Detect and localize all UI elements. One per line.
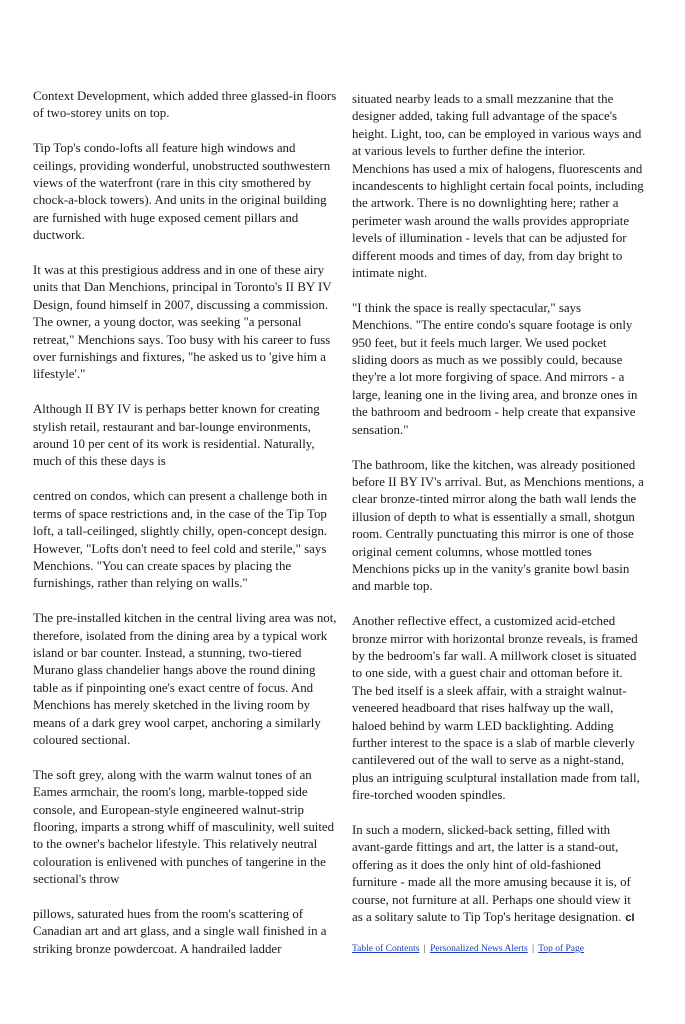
personalized-news-alerts-link[interactable]: Personalized News Alerts: [430, 943, 528, 954]
paragraph: Tip Top's condo-lofts all feature high windows and ceilings, providing wonderful, unobstructed southwestern views of the waterfront (rare in this city smothered by chock-a-block towers). And units in the original building are furnished with huge exposed cement pillars and ductwork.: [33, 141, 331, 243]
separator: |: [532, 943, 534, 954]
paragraph: It was at this prestigious address and in one of these airy units that Dan Menchions, principal in Toronto's II BY IV Design, found himself in 2007, discussing a commission. The owner, a young doctor, was seeking "a personal retreat," Menchions says. Too busy with his career to fuss over furnishings and fixtures, "he asked us to 'give him a lifestyle'.": [33, 263, 332, 382]
paragraph: pillows, saturated hues from the room's scattering of Canadian art and art glass, and a single wall finished in a striking bronze powdercoat. A handrailed ladder: [33, 906, 327, 956]
paragraph: The soft grey, along with the warm walnut tones of an Eames armchair, the room's long, marble-topped side console, and European-style engineered walnut-strip flooring, imparts a strong whiff of masculinity, well suited to the owner's bachelor lifestyle. This relatively neutral colouration is enlivened with punches of tangerine in the sectional's throw: [33, 767, 335, 887]
paragraph-text: In such a modern, slicked-back setting, filled with avant-garde fittings and art, the latter is a stand-out, offering as it does the only hint of old-fashioned furniture - made all the more amusing because it is, of course, not furniture at all. Perhaps one should view it as a solitary salute to Tip Top's heritage designation.: [352, 823, 631, 925]
paragraph-final: [352, 822, 644, 927]
paragraph: The bathroom, like the kitchen, was already positioned before II BY IV's arrival. But, as Menchions mentions, a clear bronze-tinted mirror along the bath wall lends the illusion of depth to what is essentially a small, shotgun room. Centrally punctuating this mirror is one of those original cement columns, whose mottled tones Menchions picks up in the vanity's granite bowl basin and marble top.: [352, 457, 644, 594]
end-mark: cI: [625, 912, 635, 925]
paragraph: Context Development, which added three glassed-in floors of two-storey units on top.: [33, 89, 337, 121]
paragraph: "I think the space is really spectacular," says Menchions. "The entire condo's square footage is only 950 feet, but it feels much larger. We used pocket sliding doors as much as we possibly could, because they're a lot more forgiving of space. And mirrors - a large, leaning one in the living area, and bronze ones in the bathroom and bedroom - help create that expansive sensation.": [352, 300, 638, 437]
paragraph: Although II BY IV is perhaps better known for creating stylish retail, restaurant and bar-lounge environments, around 10 per cent of its work is residential. Naturally, much of this these days is: [33, 402, 320, 469]
article-left-column: [33, 88, 338, 976]
table-of-contents-link[interactable]: Table of Contents: [352, 943, 420, 954]
paragraph: centred on condos, which can present a challenge both in terms of space restrictions and, in the case of the Tip Top loft, a tall-ceilinged, slightly chilly, open-concept design. However, "Lofts don't need to feel cold and sterile," says Menchions. "You can create spaces by placing the furnishings, rather than relying on walls.": [33, 489, 328, 591]
separator: |: [423, 943, 426, 954]
article-right-column: [352, 91, 644, 955]
paragraph: situated nearby leads to a small mezzanine that the designer added, taking full advantage of the space's height. Light, too, can be employed in various ways and at various levels to further define the interior. Menchions has used a mix of halogens, fluorescents and incandescents to highlight certain focal points, including the artwork. There is no downlighting here; rather a perimeter wash around the walls provides appropriate levels of illumination - levels that can be adjusted for different moods and times of day, from day bright to intimate night.: [352, 92, 644, 281]
paragraph: Another reflective effect, a customized acid-etched bronze mirror with horizontal bronze reveals, is framed by the bedroom's far wall. A millwork closet is situated to one side, with a guest chair and ottoman before it. The bed itself is a sleek affair, with a straight walnut-veneered headboard that rises halfway up the wall, haloed behind by warm LED backlighting. Adding further interest to the space is a slab of marble cleverly cantilevered out of the wall to serve as a night-stand, plus an intriguing sculptural installation made from tall, fire-torched wooden spindles.: [352, 614, 640, 803]
paragraph: The pre-installed kitchen in the central living area was not, therefore, isolated from the dining area by a typical work island or bar counter. Instead, a stunning, two-tiered Murano glass chandelier hangs above the round dining table as if pinpointing one's exact centre of focus. And Menchions has merely sketched in the living room by means of a dark grey wool carpet, anchoring a similarly coloured sectional.: [33, 611, 337, 747]
footer-links: [352, 943, 644, 955]
top-of-page-link[interactable]: Top of Page: [538, 943, 584, 954]
